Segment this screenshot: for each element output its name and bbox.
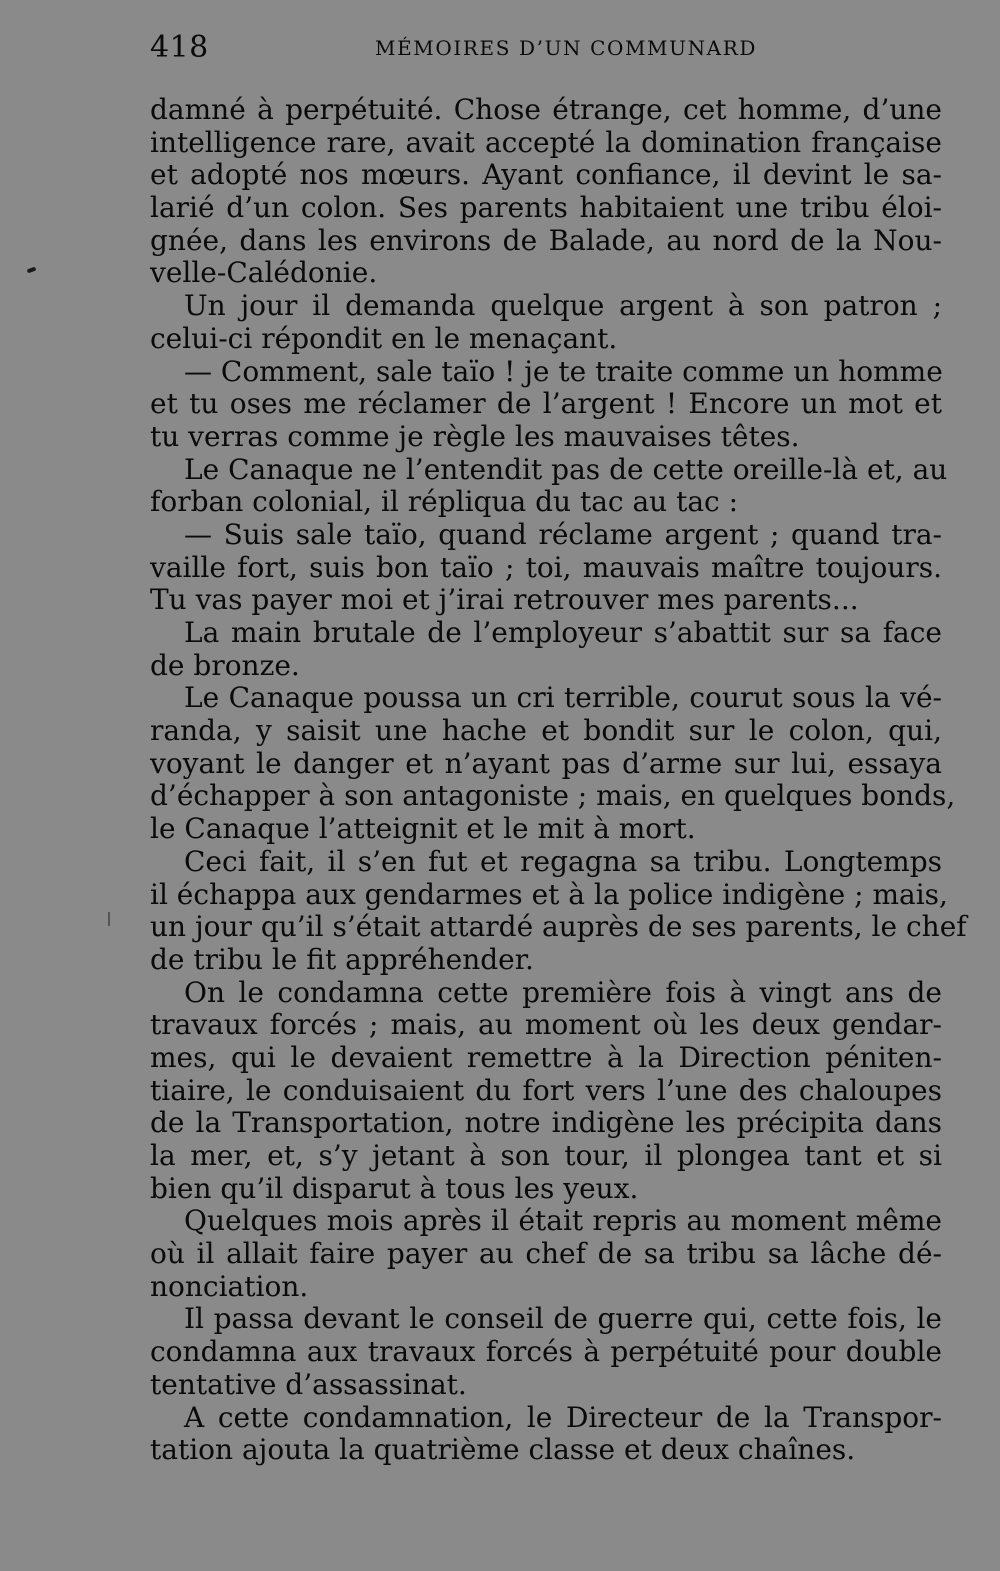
text-line: On le condamna cette première fois à vingt ans de bbox=[184, 975, 942, 1009]
text-line: nonciation. bbox=[150, 1269, 309, 1303]
text-line: gnée, dans les environs de Balade, au nord de la Nou- bbox=[150, 223, 942, 257]
text-line: La main brutale de l’employeur s’abattit sur sa face bbox=[184, 616, 942, 649]
text-line: A cette condamnation, le Directeur de la Transpor- bbox=[184, 1400, 942, 1434]
text-line: Tu vas payer moi et j’irai retrouver mes parents... bbox=[150, 583, 859, 617]
body-text bbox=[150, 93, 967, 1467]
text-line: d’échapper à son antagoniste ; mais, en quelques bonds, bbox=[150, 779, 956, 813]
text-line: Le Canaque poussa un cri terrible, courut sous la vé- bbox=[184, 681, 942, 715]
text-line: de tribu le fit appréhender. bbox=[150, 942, 534, 976]
text-line: et adopté nos mœurs. Ayant confiance, il devint le sa- bbox=[150, 158, 942, 192]
text-line: tation ajouta la quatrième classe et deux chaînes. bbox=[150, 1433, 856, 1467]
running-title: MÉMOIRES D’UN COMMUNARD bbox=[375, 36, 758, 60]
page-number: 418 bbox=[150, 30, 209, 65]
text-line: Ceci fait, il s’en fut et regagna sa tribu. Longtemps bbox=[184, 844, 942, 878]
text-line: il échappa aux gendarmes et à la police indigène ; mais, bbox=[150, 877, 948, 911]
text-line: un jour qu’il s’était attardé auprès de ses parents, le chef bbox=[150, 910, 967, 944]
margin-mark bbox=[108, 912, 110, 926]
text-line: le Canaque l’atteignit et le mit à mort. bbox=[150, 812, 696, 846]
text-line: intelligence rare, avait accepté la domination française bbox=[150, 125, 942, 159]
text-line: tentative d’assassinat. bbox=[150, 1367, 467, 1401]
text-line: tiaire, le conduisaient du fort vers l’une des chaloupes bbox=[150, 1073, 942, 1107]
text-line: la mer, et, s’y jetant à son tour, il plongea tant et si bbox=[150, 1139, 942, 1172]
text-line: où il allait faire payer au chef de sa tribu sa lâche dé- bbox=[150, 1237, 942, 1271]
text-line: forban colonial, il répliqua du tac au tac : bbox=[150, 485, 739, 519]
text-line: condamna aux travaux forcés à perpétuité pour double bbox=[150, 1335, 942, 1369]
text-line: et tu oses me réclamer de l’argent ! Encore un mot et bbox=[150, 387, 942, 421]
ink-speck bbox=[27, 267, 37, 274]
text-line: tu verras comme je règle les mauvaises têtes. bbox=[150, 419, 800, 453]
text-line: Un jour il demanda quelque argent à son patron ; bbox=[184, 289, 942, 323]
page-header bbox=[150, 28, 940, 68]
text-line: velle-Calédonie. bbox=[150, 256, 378, 290]
text-line: damné à perpétuité. Chose étrange, cet homme, d’une bbox=[150, 93, 942, 126]
text-line: vaille fort, suis bon taïo ; toi, mauvais maître toujours. bbox=[150, 550, 942, 584]
text-line: mes, qui le devaient remettre à la Direction péniten- bbox=[150, 1040, 942, 1074]
text-line: celui-ci répondit en le menaçant. bbox=[150, 321, 618, 355]
text-line: travaux forcés ; mais, au moment où les deux gendar- bbox=[150, 1008, 942, 1042]
text-line: Il passa devant le conseil de guerre qui, cette fois, le bbox=[184, 1302, 942, 1336]
text-line: larié d’un colon. Ses parents habitaient une tribu éloi- bbox=[150, 191, 942, 225]
text-line: — Comment, sale taïo ! je te traite comme un homme bbox=[184, 354, 943, 388]
text-line: de la Transportation, notre indigène les précipita dans bbox=[150, 1106, 942, 1140]
text-line: Quelques mois après il était repris au moment même bbox=[184, 1204, 942, 1238]
text-line: — Suis sale taïo, quand réclame argent ; quand tra- bbox=[184, 517, 942, 551]
text-line: de bronze. bbox=[150, 648, 300, 682]
text-line: voyant le danger et n’ayant pas d’arme sur lui, essaya bbox=[150, 746, 942, 780]
text-line: bien qu’il disparut à tous les yeux. bbox=[150, 1171, 639, 1205]
text-line: randa, y saisit une hache et bondit sur le colon, qui, bbox=[150, 714, 942, 748]
text-line: Le Canaque ne l’entendit pas de cette oreille-là et, au bbox=[184, 452, 948, 486]
